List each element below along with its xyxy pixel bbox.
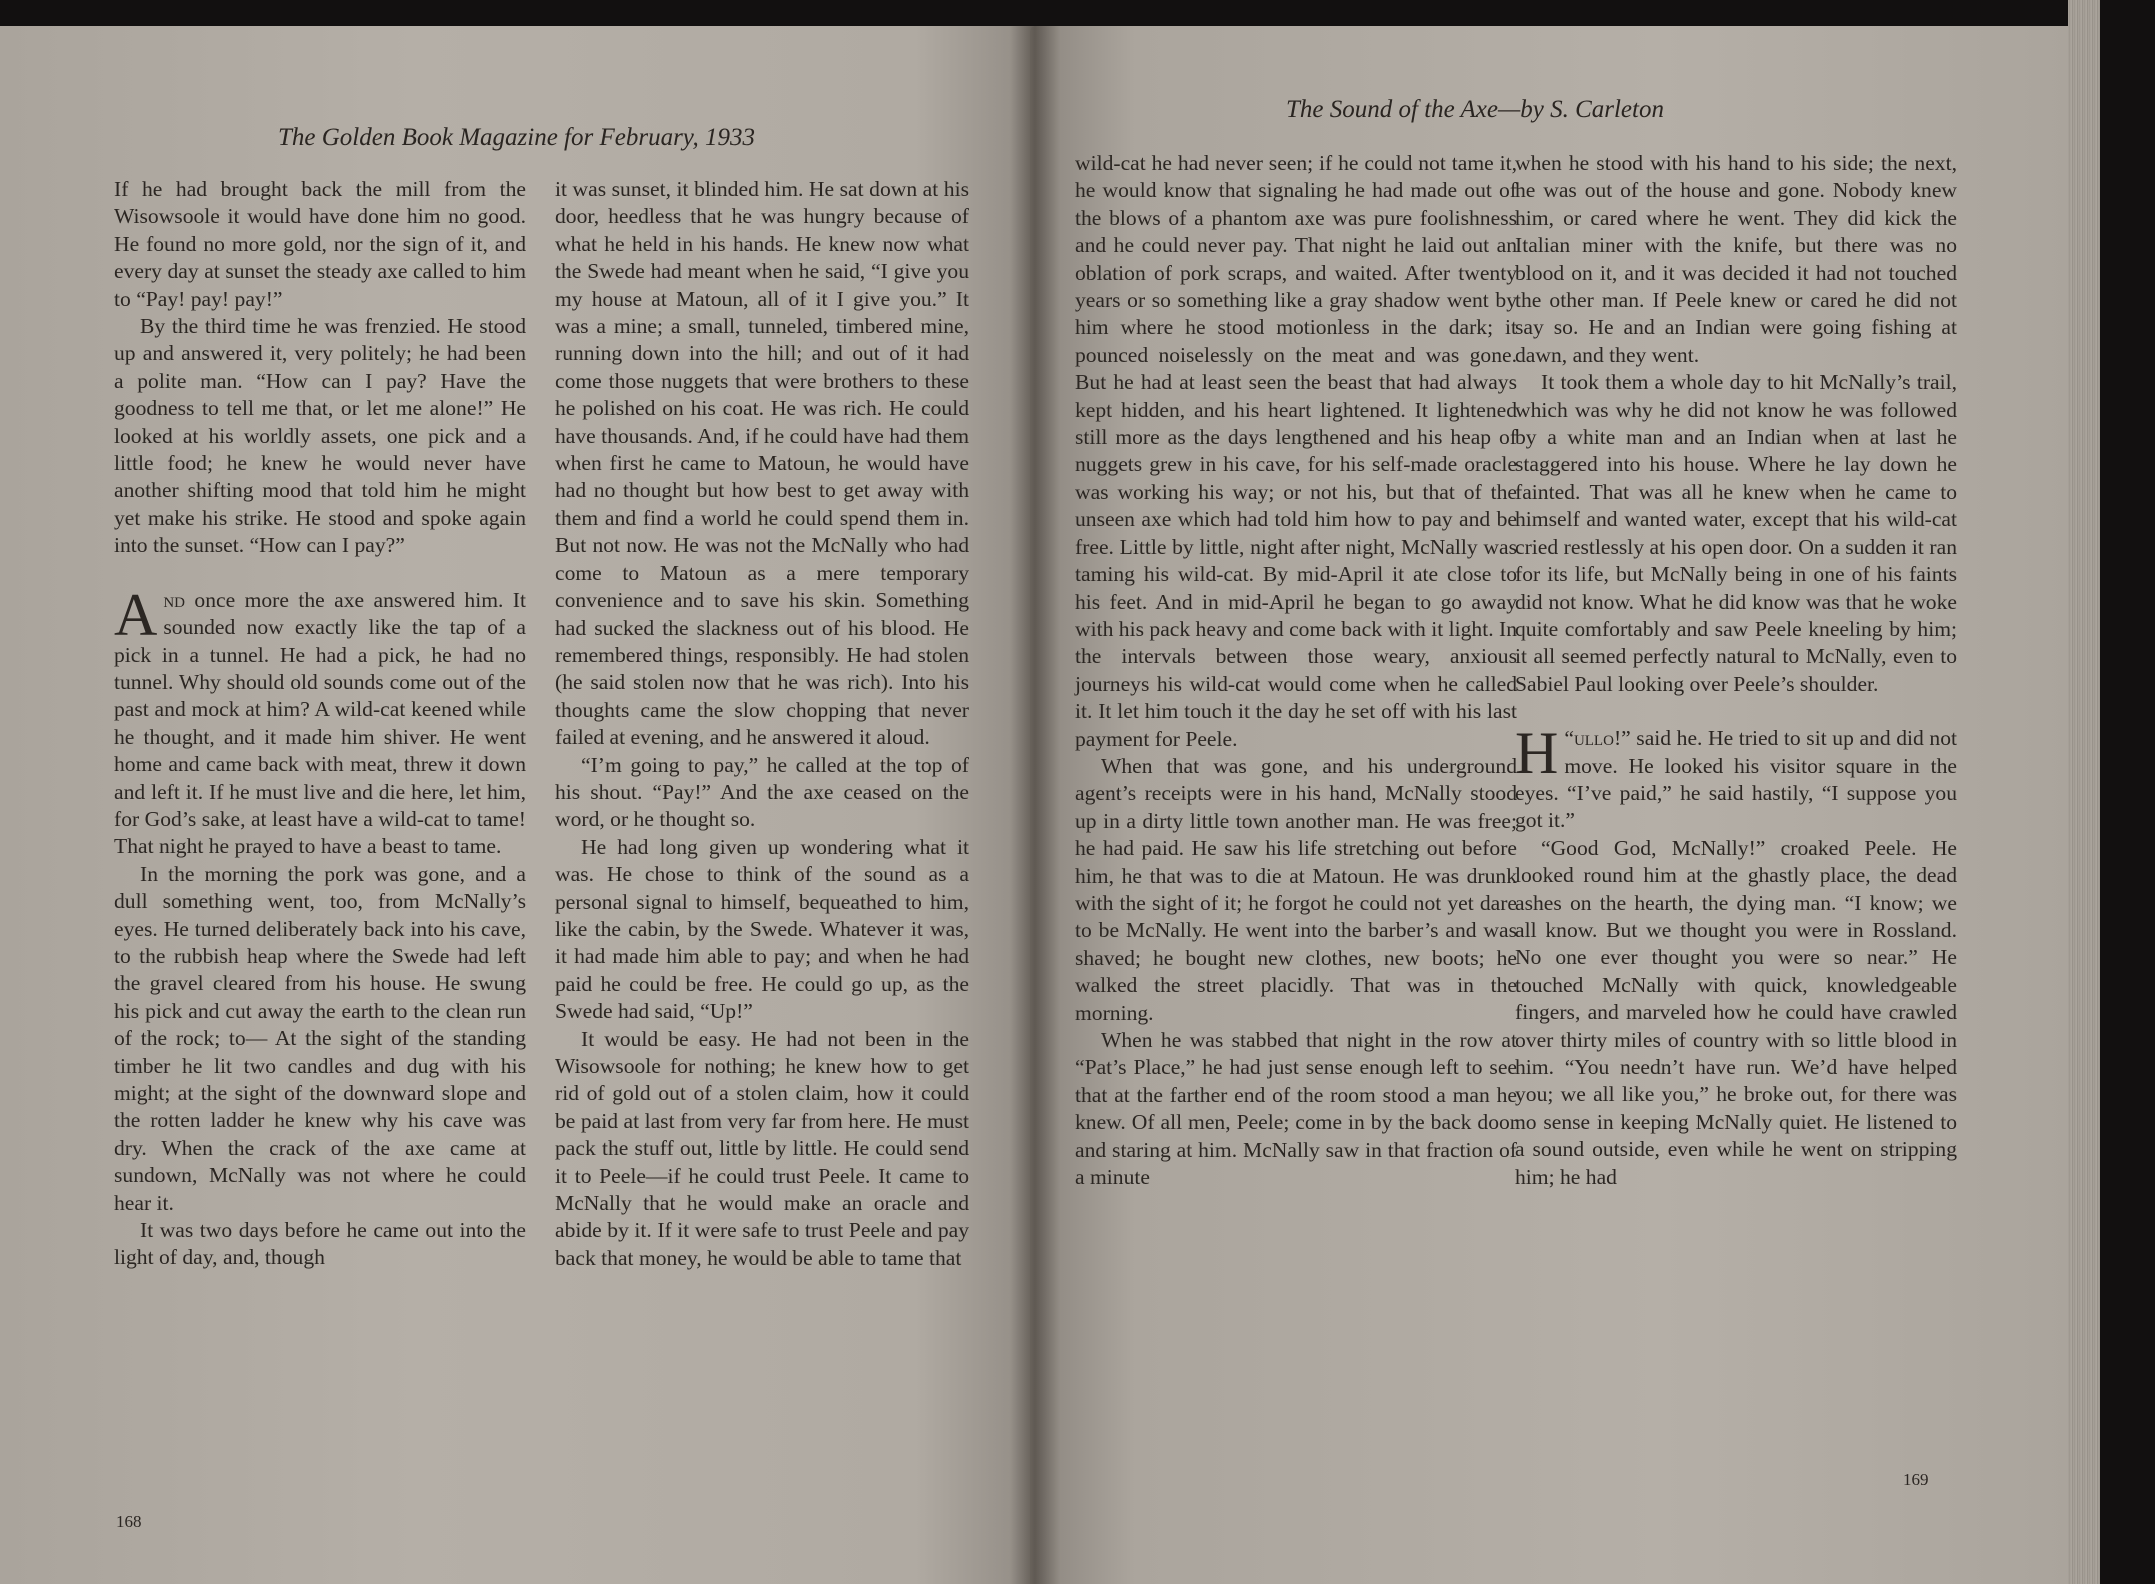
right-column-1 xyxy=(1075,150,1517,1191)
small-caps-lead: nd xyxy=(163,587,186,612)
paragraph: when he stood with his hand to his side; the next, he was out of the house and gone. Nobody knew him, or cared where he went. They did kick the Italian miner with the knife, but there was no blood on it, and it was decided it had not touched the other man. If Peele knew or cared he did not say so. He and an Indian were going fishing at dawn, and they went. xyxy=(1515,151,1957,367)
right-column-2 xyxy=(1515,150,1957,1191)
paragraph: “I’m going to pay,” he called at the top of his shout. “Pay!” And the axe ceased on the word, or he thought so. xyxy=(555,752,969,832)
page-edges xyxy=(2068,0,2100,1584)
paragraph: In the morning the pork was gone, and a dull something went, too, from McNally’s eyes. He turned deliberately back into his cave, to the rubbish heap where the Swede had left the gravel cleared from his house. He swung his pick and cut away the earth to the clean run of the rock; to— At the sight of the standing timber he lit two candles and dug with his might; at the sight of the downward slope and the rotten ladder he knew why his cave was dry. When the crack of the axe came at sundown, McNally was not where he could hear it. xyxy=(114,861,526,1215)
left-column-2 xyxy=(555,176,969,1272)
paragraph: It would be easy. He had not been in the Wisowsoole for nothing; he knew how to get rid of gold out of a stolen claim, how it could be paid at last from very far from here. He must pack the stuff out, little by little. He could send it to Peele—if he could trust Peele. It came to McNally that he would make an oracle and abide by it. If it were safe to trust Peele and pay back that money, he would be able to tame that xyxy=(555,1026,969,1270)
left-page-number: 168 xyxy=(116,1512,142,1531)
paragraph-dropcap xyxy=(1515,720,1957,835)
paragraph: When he was stabbed that night in the row at “Pat’s Place,” he had just sense enough left to see that at the farther end of the room stood a man he knew. Of all men, Peele; come in by the back door and staring at him. McNally saw in that fraction of a minute xyxy=(1075,1028,1517,1190)
drop-cap: H xyxy=(1515,720,1559,787)
paragraph-text: !” said he. He tried to sit up and did not move. He looked his visitor square in the eyes. “I’ve paid,” he said hastily, “I suppose you got it.” xyxy=(1515,726,1957,833)
right-page-number: 169 xyxy=(1903,1470,1929,1489)
page-gutter xyxy=(1010,26,1060,1584)
paragraph: When that was gone, and his underground agent’s receipts were in his hand, McNally stood up in a dirty little town another man. He was free; he had paid. He saw his life stretching out before him, he that was to die at Matoun. He was drunk with the sight of it; he forgot he could not yet dare to be McNally. He went into the barber’s and was shaved; he bought new clothes, new boots; he walked the street placidly. That was in the morning. xyxy=(1075,753,1517,1025)
right-running-head: The Sound of the Axe—by S. Carleton xyxy=(1286,96,1664,123)
paragraph: It took them a whole day to hit McNally’s trail, which was why he did not know he was followed by a white man and an Indian when at last he staggered into his house. Where he lay down he fainted. That was all he knew when he came to himself and wanted water, except that his wild-cat cried restlessly at his open door. On a sudden it ran for its life, but McNally being in one of his faints did not know. What he did know was that he woke quite comfortably and saw Peele kneeling by him; it all seemed perfectly natural to McNally, even to Sabiel Paul looking over Peele’s shoulder. xyxy=(1515,370,1957,696)
paragraph: wild-cat he had never seen; if he could not tame it, he would know that signaling he had made out of the blows of a phantom axe was pure foolishness and he could never pay. That night he laid out an oblation of pork scraps, and waited. After twenty years or so something like a gray shadow went by him where he stood motionless in the dark; it pounced noiselessly on the meat and was gone. But he had at least seen the beast that had always kept hidden, and his heart lightened. It lightened still more as the days lengthened and his heap of nuggets grew in his cave, for his self-made oracle was working his way; or not his, but that of the unseen axe which had told him how to pay and be free. Little by little, night after night, McNally was taming his wild-cat. By mid-April it ate close to his feet. And in mid-April he began to go away with his pack heavy and come back with it light. In the intervals between those weary, anxious journeys his wild-cat would come when he called it. It let him touch it the day he set off with his last payment for Peele. xyxy=(1075,151,1517,751)
paragraph-text: once more the axe answered him. It sounded now exactly like the tap of a pick in a tunnel. He had a pick, he had no tunnel. Why should old sounds come out of the past and mock at him? A wild-cat keened while he thought, and it made him shiver. He went home and came back with meat, threw it down and left it. If he must live and die here, let him, for God’s sake, at least have a wild-cat to tame! That night he prayed to have a beast to tame. xyxy=(114,587,526,859)
paragraph: By the third time he was frenzied. He stood up and answered it, very politely; he had been a polite man. “How can I pay? Have the goodness to tell me that, or let me alone!” He looked at his worldly assets, one pick and a little food; he knew he would never have another shifting mood that told him he might yet make his strike. He stood and spoke again into the sunset. “How can I pay?” xyxy=(114,314,526,558)
paragraph: He had long given up wondering what it was. He chose to think of the sound as a personal signal to himself, bequeathed to him, like the cabin, by the Swede. Whatever it was, it had made him able to pay; and when he had paid he could be free. He could go up, as the Swede had said, “Up!” xyxy=(555,834,969,1024)
scan-top-border xyxy=(0,0,2155,28)
small-caps-lead: ullo xyxy=(1573,726,1614,751)
paragraph: it was sunset, it blinded him. He sat down at his door, heedless that he was hungry because of what he held in his hands. He knew now what the Swede had meant when he said, “I give you my house at Matoun, all of it I give you.” It was a mine; a small, tunneled, timbered mine, running down into the hill; and out of it had come those nuggets that were brothers to these he polished on his coat. He was rich. He could have thousands. And, if he could have had them when first he came to Matoun, he would have had no thought but how best to get away with them and find a world he could spend them in. But not now. He was not the McNally who had come to Matoun as a mere temporary convenience and to save his skin. Something had sucked the slackness out of his blood. He remembered things, responsibly. He had stolen (he said stolen now that he was rich). Into his thoughts came the slow chopping that never failed at evening, and he answered it aloud. xyxy=(555,177,969,750)
paragraph: If he had brought back the mill from the Wisowsoole it would have done him no good. He found no more gold, nor the sign of it, and every day at sunset the steady axe called to him to “Pay! pay! pay!” xyxy=(114,177,526,311)
left-column-1 xyxy=(114,176,526,1272)
drop-cap: A xyxy=(114,581,158,648)
left-running-head: The Golden Book Magazine for February, 1933 xyxy=(278,124,756,151)
paragraph-dropcap xyxy=(114,581,526,861)
scan-right-border xyxy=(2100,0,2155,1584)
paragraph: “Good God, McNally!” croaked Peele. He looked round him at the ghastly place, the dead ashes on the hearth, the dying man. “I know; we all know. But we thought you were in Rossland. No one ever thought you were so near.” He touched McNally with quick, knowledgeable fingers, and marveled how he could have crawled over thirty miles of country with so little blood in him. “You needn’t have run. We’d have helped you; we all like you,” he broke out, for there was no sense in keeping McNally quiet. He listened to a sound outside, even while he went on stripping him; he had xyxy=(1515,835,1957,1189)
opening-quote: “ xyxy=(1564,726,1574,751)
paragraph: It was two days before he came out into the light of day, and, though xyxy=(114,1218,526,1270)
